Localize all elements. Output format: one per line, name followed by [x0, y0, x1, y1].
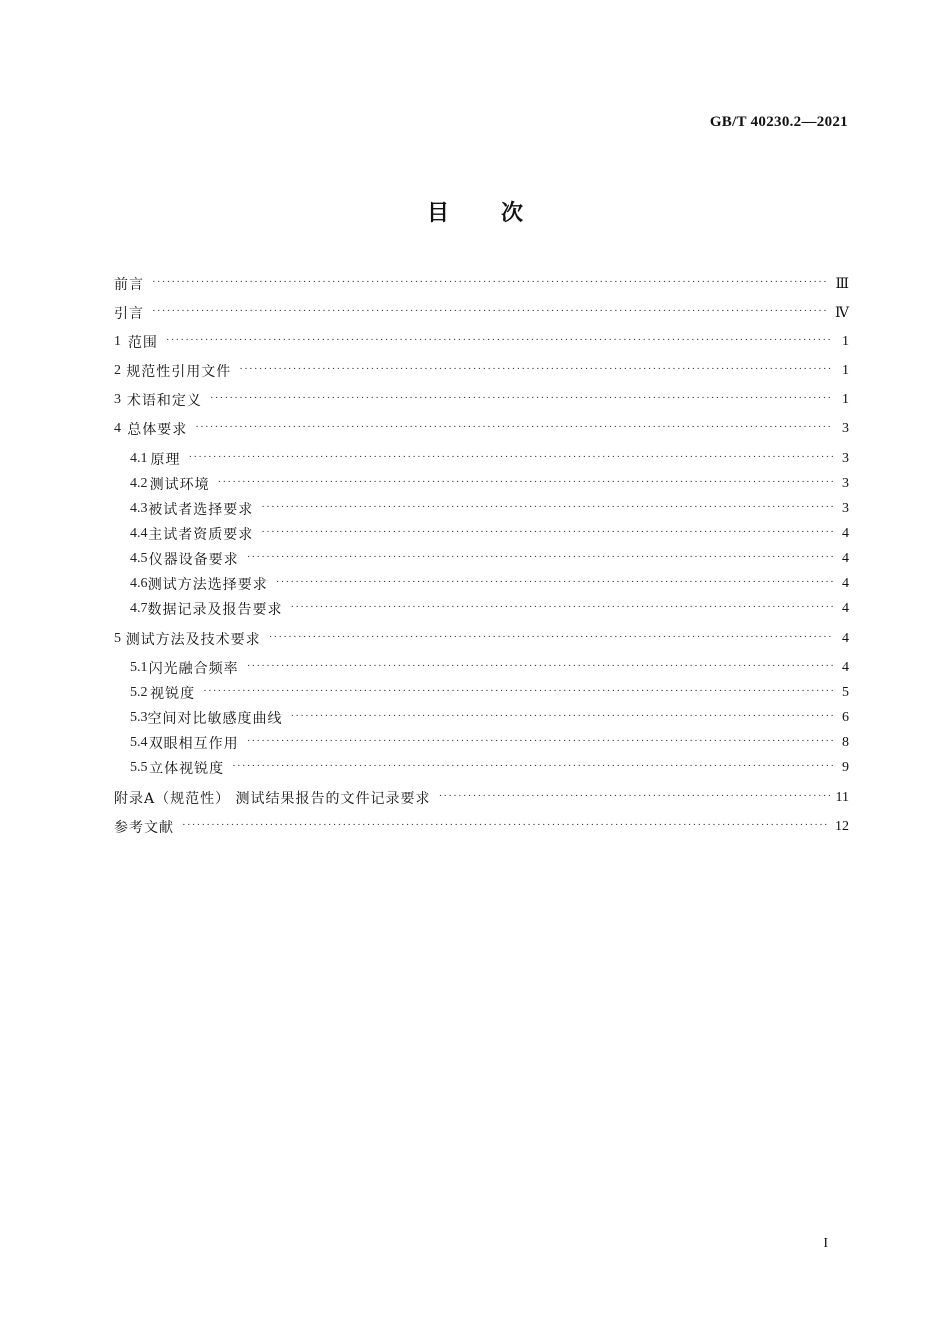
- toc-entry-number: 5.4: [130, 735, 148, 750]
- dot-leader: [276, 576, 833, 588]
- toc-entry-4-4[interactable]: [130, 522, 849, 546]
- toc-entry-label: 总体要求: [127, 422, 188, 438]
- toc-entry-number: 4.7: [130, 601, 148, 616]
- toc-entry-page: 1: [842, 363, 849, 378]
- toc-entry-4-7[interactable]: [130, 597, 849, 621]
- toc-entry-4-5[interactable]: [130, 547, 849, 571]
- toc-entry-page: 4: [842, 576, 849, 591]
- page-number: I: [823, 1236, 828, 1251]
- toc-entry-annex-a[interactable]: [114, 786, 849, 810]
- toc-entry-label: 参考文献: [114, 820, 174, 836]
- toc-entry-page: 4: [842, 601, 849, 616]
- dot-leader: [247, 551, 833, 563]
- toc-entry-label: 空间对比敏感度曲线: [147, 711, 283, 727]
- toc-entry-4-3[interactable]: [130, 497, 849, 521]
- toc-entry-number: 4.5: [130, 551, 148, 566]
- toc-entry-label: 视锐度: [150, 686, 196, 702]
- toc-entry-label: 范围: [127, 335, 158, 351]
- dot-leader: [152, 305, 829, 317]
- toc-entry-label: 被试者选择要求: [148, 502, 254, 518]
- toc-entry-label: 术语和定义: [126, 393, 202, 409]
- toc-entry-number: 5.2: [130, 685, 148, 700]
- toc-entry-page: 9: [842, 760, 849, 775]
- toc-entry-number: 4.1: [130, 451, 148, 466]
- dot-leader: [218, 476, 833, 488]
- toc-entry-label: 规范性引用文件: [126, 364, 232, 380]
- toc-entry-scope[interactable]: [114, 330, 849, 354]
- toc-entry-general-requirements[interactable]: [114, 417, 849, 441]
- toc-entry-4-2[interactable]: [130, 472, 849, 496]
- toc-entry-number: 5.3: [130, 710, 148, 725]
- toc-entry-number: 4.4: [130, 526, 148, 541]
- toc-entry-number: 4.3: [130, 501, 148, 516]
- dot-leader: [189, 451, 833, 463]
- toc-entry-bibliography[interactable]: [114, 815, 849, 839]
- toc-entry-5-5[interactable]: [130, 756, 849, 780]
- toc-entry-introduction[interactable]: [114, 301, 849, 325]
- toc-entry-page: 12: [835, 819, 849, 834]
- toc-entry-normative-references[interactable]: [114, 359, 849, 383]
- toc-entry-page: 4: [842, 551, 849, 566]
- toc-entry-label: 原理: [150, 452, 181, 468]
- toc-entry-label: 测试方法及技术要求: [125, 632, 261, 648]
- toc-entry-5-1[interactable]: [130, 656, 849, 680]
- toc-entry-number: 5: [114, 631, 121, 646]
- toc-entry-label: 附录A（规范性） 测试结果报告的文件记录要求: [114, 791, 431, 807]
- toc-entry-label: 仪器设备要求: [148, 552, 239, 568]
- dot-leader: [269, 631, 833, 643]
- toc-entry-page: 4: [842, 526, 849, 541]
- dot-leader: [195, 421, 833, 433]
- toc-entry-number: 5.1: [130, 660, 148, 675]
- dot-leader: [182, 819, 829, 831]
- toc-entry-label: 前言: [114, 277, 144, 293]
- dot-leader: [247, 735, 833, 747]
- toc-entry-number: 4.6: [130, 576, 148, 591]
- toc-entry-4-6[interactable]: [130, 572, 849, 596]
- toc-entry-page: 3: [842, 501, 849, 516]
- toc-entry-page: 1: [842, 392, 849, 407]
- dot-leader: [239, 363, 833, 375]
- dot-leader: [261, 501, 833, 513]
- toc-entry-label: 双眼相互作用: [148, 736, 239, 752]
- toc-entry-test-methods[interactable]: [114, 627, 849, 651]
- toc-entry-foreword[interactable]: [114, 272, 849, 296]
- toc-entry-page: 4: [842, 631, 849, 646]
- toc-entry-page: 5: [842, 685, 849, 700]
- dot-leader: [152, 276, 829, 288]
- toc-entry-number: 4.2: [130, 476, 148, 491]
- toc-entry-5-2[interactable]: [130, 681, 849, 705]
- toc-entry-number: 2: [114, 363, 121, 378]
- toc-entry-label: 闪光融合频率: [148, 661, 239, 677]
- dot-leader: [210, 392, 833, 404]
- toc-entry-page: 3: [842, 451, 849, 466]
- toc-entry-page: 3: [842, 476, 849, 491]
- dot-leader: [247, 660, 833, 672]
- toc-entry-page: 8: [842, 735, 849, 750]
- toc-entry-label: 主试者资质要求: [148, 527, 254, 543]
- dot-leader: [166, 334, 833, 346]
- toc-entry-label: 测试方法选择要求: [147, 577, 268, 593]
- dot-leader: [232, 760, 833, 772]
- dot-leader: [291, 710, 834, 722]
- toc-entry-page: 3: [842, 421, 849, 436]
- toc-entry-5-3[interactable]: [130, 706, 849, 730]
- toc-entry-label: 数据记录及报告要求: [147, 602, 283, 618]
- toc-entry-number: 5.5: [130, 760, 148, 775]
- toc-entry-page: 1: [842, 334, 849, 349]
- toc-entry-page: 4: [842, 660, 849, 675]
- toc-entry-label: 测试环境: [149, 477, 210, 493]
- toc-entry-label: 引言: [114, 306, 144, 322]
- toc-entry-label: 立体视锐度: [149, 761, 225, 777]
- toc-entry-page: 11: [835, 790, 849, 805]
- toc-entry-page: Ⅳ: [835, 305, 849, 321]
- toc-entry-page: 6: [842, 710, 849, 725]
- page-title: 目次: [426, 201, 575, 226]
- toc-entry-page: Ⅲ: [835, 276, 849, 292]
- toc-entry-4-1[interactable]: [130, 447, 849, 471]
- dot-leader: [291, 601, 834, 613]
- toc-entry-number: 1: [114, 334, 121, 349]
- dot-leader: [261, 526, 833, 538]
- toc-entry-5-4[interactable]: [130, 731, 849, 755]
- toc-entry-number: 4: [114, 421, 121, 436]
- standard-number: GB/T 40230.2—2021: [709, 114, 848, 130]
- toc-entry-terms[interactable]: [114, 388, 849, 412]
- dot-leader: [439, 790, 830, 802]
- toc-entry-number: 3: [114, 392, 121, 407]
- dot-leader: [203, 685, 833, 697]
